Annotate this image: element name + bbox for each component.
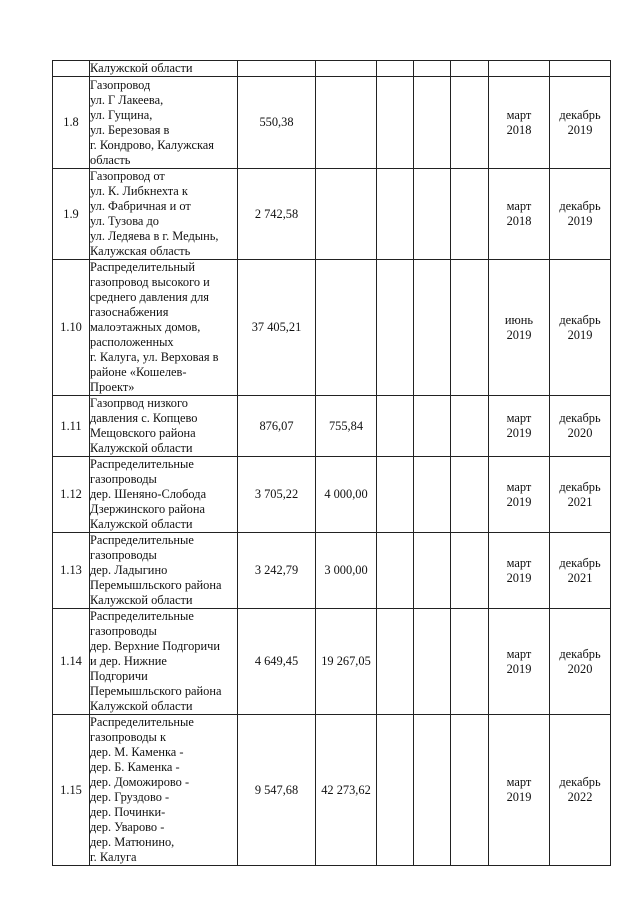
value-cost-2 <box>316 260 377 396</box>
value-cost: 876,07 <box>238 396 316 457</box>
value-cost-2: 42 273,62 <box>316 715 377 866</box>
object-name: Газопровод ул. Г Лакеева, ул. Гущина, ул. Березовая в г. Кондрово, Калужская область <box>90 77 238 169</box>
empty-cell <box>377 260 414 396</box>
object-name: Распределительные газопроводы дер. Шеняно-Слобода Дзержинского района Калужской области <box>90 457 238 533</box>
table-row <box>53 77 611 169</box>
empty-cell <box>451 396 489 457</box>
empty-cell <box>451 77 489 169</box>
start-date: март 2019 <box>489 533 550 609</box>
value-cost-2: 19 267,05 <box>316 609 377 715</box>
empty-cell <box>377 77 414 169</box>
value-cost: 550,38 <box>238 77 316 169</box>
row-number: 1.10 <box>53 260 90 396</box>
empty-cell <box>377 169 414 260</box>
object-name: Распределительный газопровод высокого и среднего давления для газоснабжения малоэтажных домов, расположенных г. Калуга, ул. Верховая в районе «Кошелев- Проект» <box>90 260 238 396</box>
empty-cell <box>451 61 489 77</box>
start-date: июнь 2019 <box>489 260 550 396</box>
table-row <box>53 396 611 457</box>
empty-cell <box>451 609 489 715</box>
empty-cell <box>414 715 451 866</box>
start-date: март 2019 <box>489 715 550 866</box>
empty-cell <box>451 457 489 533</box>
row-number: 1.12 <box>53 457 90 533</box>
value-cost-2: 755,84 <box>316 396 377 457</box>
start-date: март 2018 <box>489 169 550 260</box>
row-number: 1.14 <box>53 609 90 715</box>
object-name: Распределительные газопроводы дер. Верхние Подгоричи и дер. Нижние Подгоричи Перемышльского района Калужской области <box>90 609 238 715</box>
row-number: 1.11 <box>53 396 90 457</box>
end-date: декабрь 2022 <box>550 715 611 866</box>
value-cost: 3 705,22 <box>238 457 316 533</box>
table-row <box>53 260 611 396</box>
start-date: март 2019 <box>489 457 550 533</box>
row-number: 1.13 <box>53 533 90 609</box>
value-cost-2 <box>316 61 377 77</box>
value-cost-2: 4 000,00 <box>316 457 377 533</box>
empty-cell <box>414 77 451 169</box>
empty-cell <box>377 609 414 715</box>
empty-cell <box>451 715 489 866</box>
table-row <box>53 609 611 715</box>
empty-cell <box>451 260 489 396</box>
empty-cell <box>451 533 489 609</box>
start-date: март 2018 <box>489 77 550 169</box>
end-date: декабрь 2021 <box>550 457 611 533</box>
end-date: декабрь 2019 <box>550 260 611 396</box>
value-cost-2: 3 000,00 <box>316 533 377 609</box>
end-date: декабрь 2019 <box>550 77 611 169</box>
object-name: Газопрвод низкого давления с. Копцево Мещовского района Калужской области <box>90 396 238 457</box>
row-number: 1.8 <box>53 77 90 169</box>
end-date: декабрь 2020 <box>550 609 611 715</box>
start-date <box>489 61 550 77</box>
empty-cell <box>414 169 451 260</box>
empty-cell <box>414 533 451 609</box>
table-row <box>53 533 611 609</box>
object-name: Газопровод от ул. К. Либкнехта к ул. Фабричная и от ул. Тузова до ул. Ледяева в г. Медынь, Калужская область <box>90 169 238 260</box>
row-number: 1.15 <box>53 715 90 866</box>
empty-cell <box>451 169 489 260</box>
end-date <box>550 61 611 77</box>
empty-cell <box>377 396 414 457</box>
table-row <box>53 169 611 260</box>
object-name: Распределительные газопроводы к дер. М. Каменка - дер. Б. Каменка - дер. Доможирово - дер. Груздово - дер. Починки- дер. Уварово - дер. Матюнино, г. Калуга <box>90 715 238 866</box>
empty-cell <box>377 533 414 609</box>
empty-cell <box>414 609 451 715</box>
value-cost: 4 649,45 <box>238 609 316 715</box>
empty-cell <box>414 396 451 457</box>
empty-cell <box>414 260 451 396</box>
value-cost: 9 547,68 <box>238 715 316 866</box>
object-name: Распределительные газопроводы дер. Ладыгино Перемышльского района Калужской области <box>90 533 238 609</box>
value-cost-2 <box>316 77 377 169</box>
object-name: Калужской области <box>90 61 238 77</box>
end-date: декабрь 2020 <box>550 396 611 457</box>
table-row <box>53 715 611 866</box>
investment-table <box>52 60 611 866</box>
end-date: декабрь 2021 <box>550 533 611 609</box>
end-date: декабрь 2019 <box>550 169 611 260</box>
value-cost: 2 742,58 <box>238 169 316 260</box>
value-cost: 3 242,79 <box>238 533 316 609</box>
empty-cell <box>377 61 414 77</box>
start-date: март 2019 <box>489 396 550 457</box>
table-row <box>53 457 611 533</box>
row-number <box>53 61 90 77</box>
table-row <box>53 61 611 77</box>
empty-cell <box>377 715 414 866</box>
empty-cell <box>414 457 451 533</box>
empty-cell <box>377 457 414 533</box>
empty-cell <box>414 61 451 77</box>
value-cost: 37 405,21 <box>238 260 316 396</box>
value-cost <box>238 61 316 77</box>
row-number: 1.9 <box>53 169 90 260</box>
value-cost-2 <box>316 169 377 260</box>
start-date: март 2019 <box>489 609 550 715</box>
